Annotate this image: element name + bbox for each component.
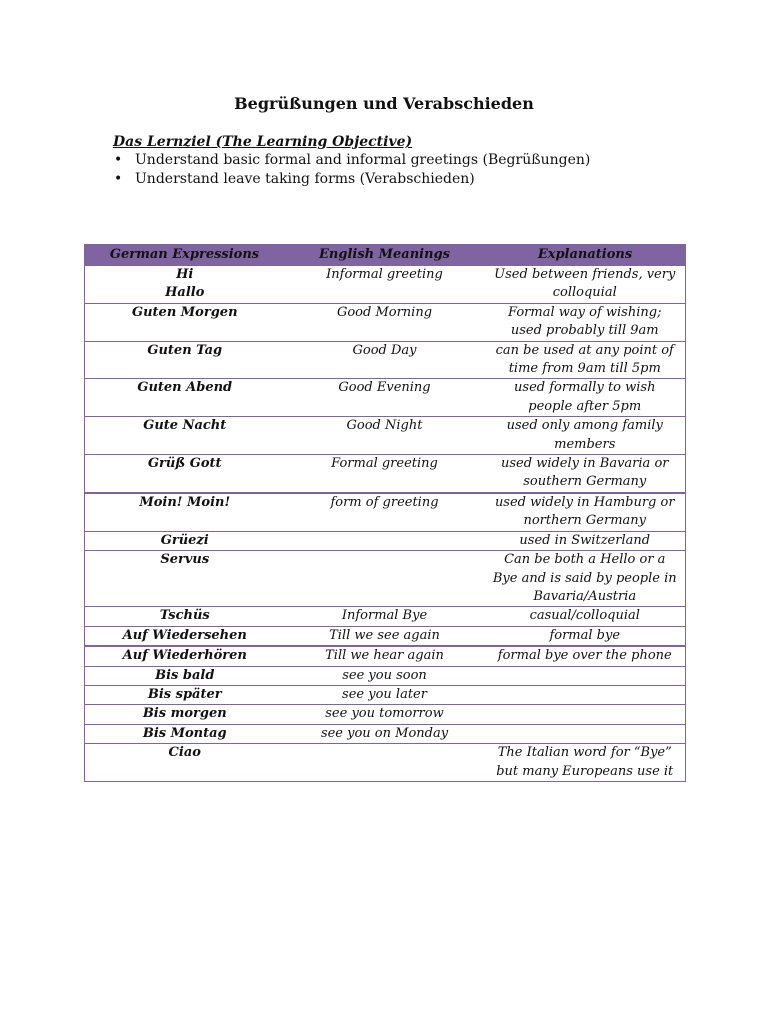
german-expression-cell <box>85 455 285 493</box>
explanation-cell: casual/colloquial <box>485 607 686 626</box>
table-row <box>85 607 686 626</box>
table-row <box>85 744 686 782</box>
bullet-icon: • <box>114 171 123 187</box>
german-expression: Guten Tag <box>147 342 223 358</box>
explanation-cell: formal bye <box>485 626 686 646</box>
table-row <box>85 341 686 379</box>
english-meaning-cell: Informal greeting <box>285 266 485 304</box>
english-meaning-cell: Till we hear again <box>285 646 485 666</box>
german-expression: Guten Abend <box>137 380 233 396</box>
german-expression: Hi <box>176 267 194 282</box>
table-row <box>85 303 686 341</box>
table-row <box>85 417 686 455</box>
explanation-cell: used widely in Hamburg or northern Germany <box>485 493 686 531</box>
english-meaning-cell: Till we see again <box>285 626 485 646</box>
table-row <box>85 724 686 743</box>
german-expression-cell <box>85 531 285 550</box>
english-meaning-cell <box>285 531 485 550</box>
explanation-cell: used in Switzerland <box>485 531 686 550</box>
table-row <box>85 455 686 493</box>
table-row <box>85 705 686 724</box>
german-expression-cell <box>85 341 285 379</box>
english-meaning-cell: Good Night <box>285 417 485 455</box>
objective-list <box>113 151 590 189</box>
german-expression: Bis Montag <box>142 725 227 741</box>
explanation-cell: can be used at any point of time from 9am till 5pm <box>485 341 686 379</box>
german-expression: Auf Wiederhören <box>122 648 247 664</box>
english-meaning-cell: Formal greeting <box>285 455 485 493</box>
english-meaning-cell: see you tomorrow <box>285 705 485 724</box>
german-expression-cell <box>85 493 285 531</box>
explanation-cell <box>485 705 686 724</box>
german-expression: Grüezi <box>160 532 209 548</box>
list-item <box>113 151 590 170</box>
table-row <box>85 685 686 704</box>
german-expression-cell <box>85 303 285 341</box>
english-meaning-cell: see you on Monday <box>285 724 485 743</box>
german-expression-cell <box>85 666 285 685</box>
german-expression-cell <box>85 626 285 646</box>
table-row <box>85 493 686 531</box>
bullet-text: Understand leave taking forms (Verabschieden) <box>135 171 475 187</box>
greetings-table <box>84 244 686 782</box>
german-expression: Hallo <box>165 285 205 301</box>
explanation-cell: used formally to wish people after 5pm <box>485 379 686 417</box>
table-row <box>85 266 686 304</box>
page-title: Begrüßungen und Verabschieden <box>234 94 534 113</box>
german-expression: Moin! Moin! <box>139 494 231 510</box>
list-item <box>113 170 590 189</box>
explanation-cell: formal bye over the phone <box>485 646 686 666</box>
german-expression-cell <box>85 646 285 666</box>
table-row <box>85 379 686 417</box>
german-expression-cell <box>85 266 285 304</box>
english-meaning-cell: form of greeting <box>285 493 485 531</box>
header-english: English Meanings <box>285 245 485 266</box>
german-expression: Auf Wiedersehen <box>122 627 247 643</box>
table-body <box>85 266 686 782</box>
explanation-cell: used widely in Bavaria or southern Germany <box>485 455 686 493</box>
german-expression: Gute Nacht <box>143 418 227 434</box>
table-row <box>85 666 686 685</box>
english-meaning-cell: see you later <box>285 685 485 704</box>
english-meaning-cell: Good Evening <box>285 379 485 417</box>
bullet-text: Understand basic formal and informal greetings (Begrüßungen) <box>135 152 591 168</box>
explanation-cell <box>485 685 686 704</box>
german-expression-cell <box>85 705 285 724</box>
german-expression-cell <box>85 744 285 782</box>
explanation-cell <box>485 724 686 743</box>
english-meaning-cell <box>285 551 485 607</box>
german-expression-cell <box>85 551 285 607</box>
header-explanation: Explanations <box>485 245 686 266</box>
german-expression: Bis später <box>147 686 222 702</box>
explanation-cell: Used between friends, very colloquial <box>485 266 686 304</box>
table-row <box>85 551 686 607</box>
german-expression: Guten Morgen <box>131 304 238 320</box>
german-expression: Bis bald <box>155 667 215 683</box>
german-expression: Tschüs <box>159 608 210 624</box>
english-meaning-cell: see you soon <box>285 666 485 685</box>
explanation-cell: Can be both a Hello or a Bye and is said by people in Bavaria/Austria <box>485 551 686 607</box>
english-meaning-cell: Informal Bye <box>285 607 485 626</box>
english-meaning-cell: Good Day <box>285 341 485 379</box>
table-row <box>85 626 686 646</box>
english-meaning-cell <box>285 744 485 782</box>
explanation-cell <box>485 666 686 685</box>
table-header-row <box>85 245 686 266</box>
german-expression: Grüß Gott <box>147 456 222 472</box>
german-expression: Ciao <box>168 745 201 761</box>
explanation-cell: used only among family members <box>485 417 686 455</box>
german-expression-cell <box>85 417 285 455</box>
german-expression-cell <box>85 379 285 417</box>
table-row <box>85 531 686 550</box>
german-expression: Servus <box>160 552 210 568</box>
bullet-icon: • <box>114 152 123 168</box>
german-expression-cell <box>85 607 285 626</box>
english-meaning-cell: Good Morning <box>285 303 485 341</box>
header-german: German Expressions <box>85 245 285 266</box>
german-expression: Bis morgen <box>142 706 227 722</box>
table-row <box>85 646 686 666</box>
german-expression-cell <box>85 685 285 704</box>
explanation-cell: Formal way of wishing; used probably till 9am <box>485 303 686 341</box>
objective-heading: Das Lernziel (The Learning Objective) <box>113 134 413 150</box>
german-expression-cell <box>85 724 285 743</box>
explanation-cell: The Italian word for “Bye” but many Europeans use it <box>485 744 686 782</box>
